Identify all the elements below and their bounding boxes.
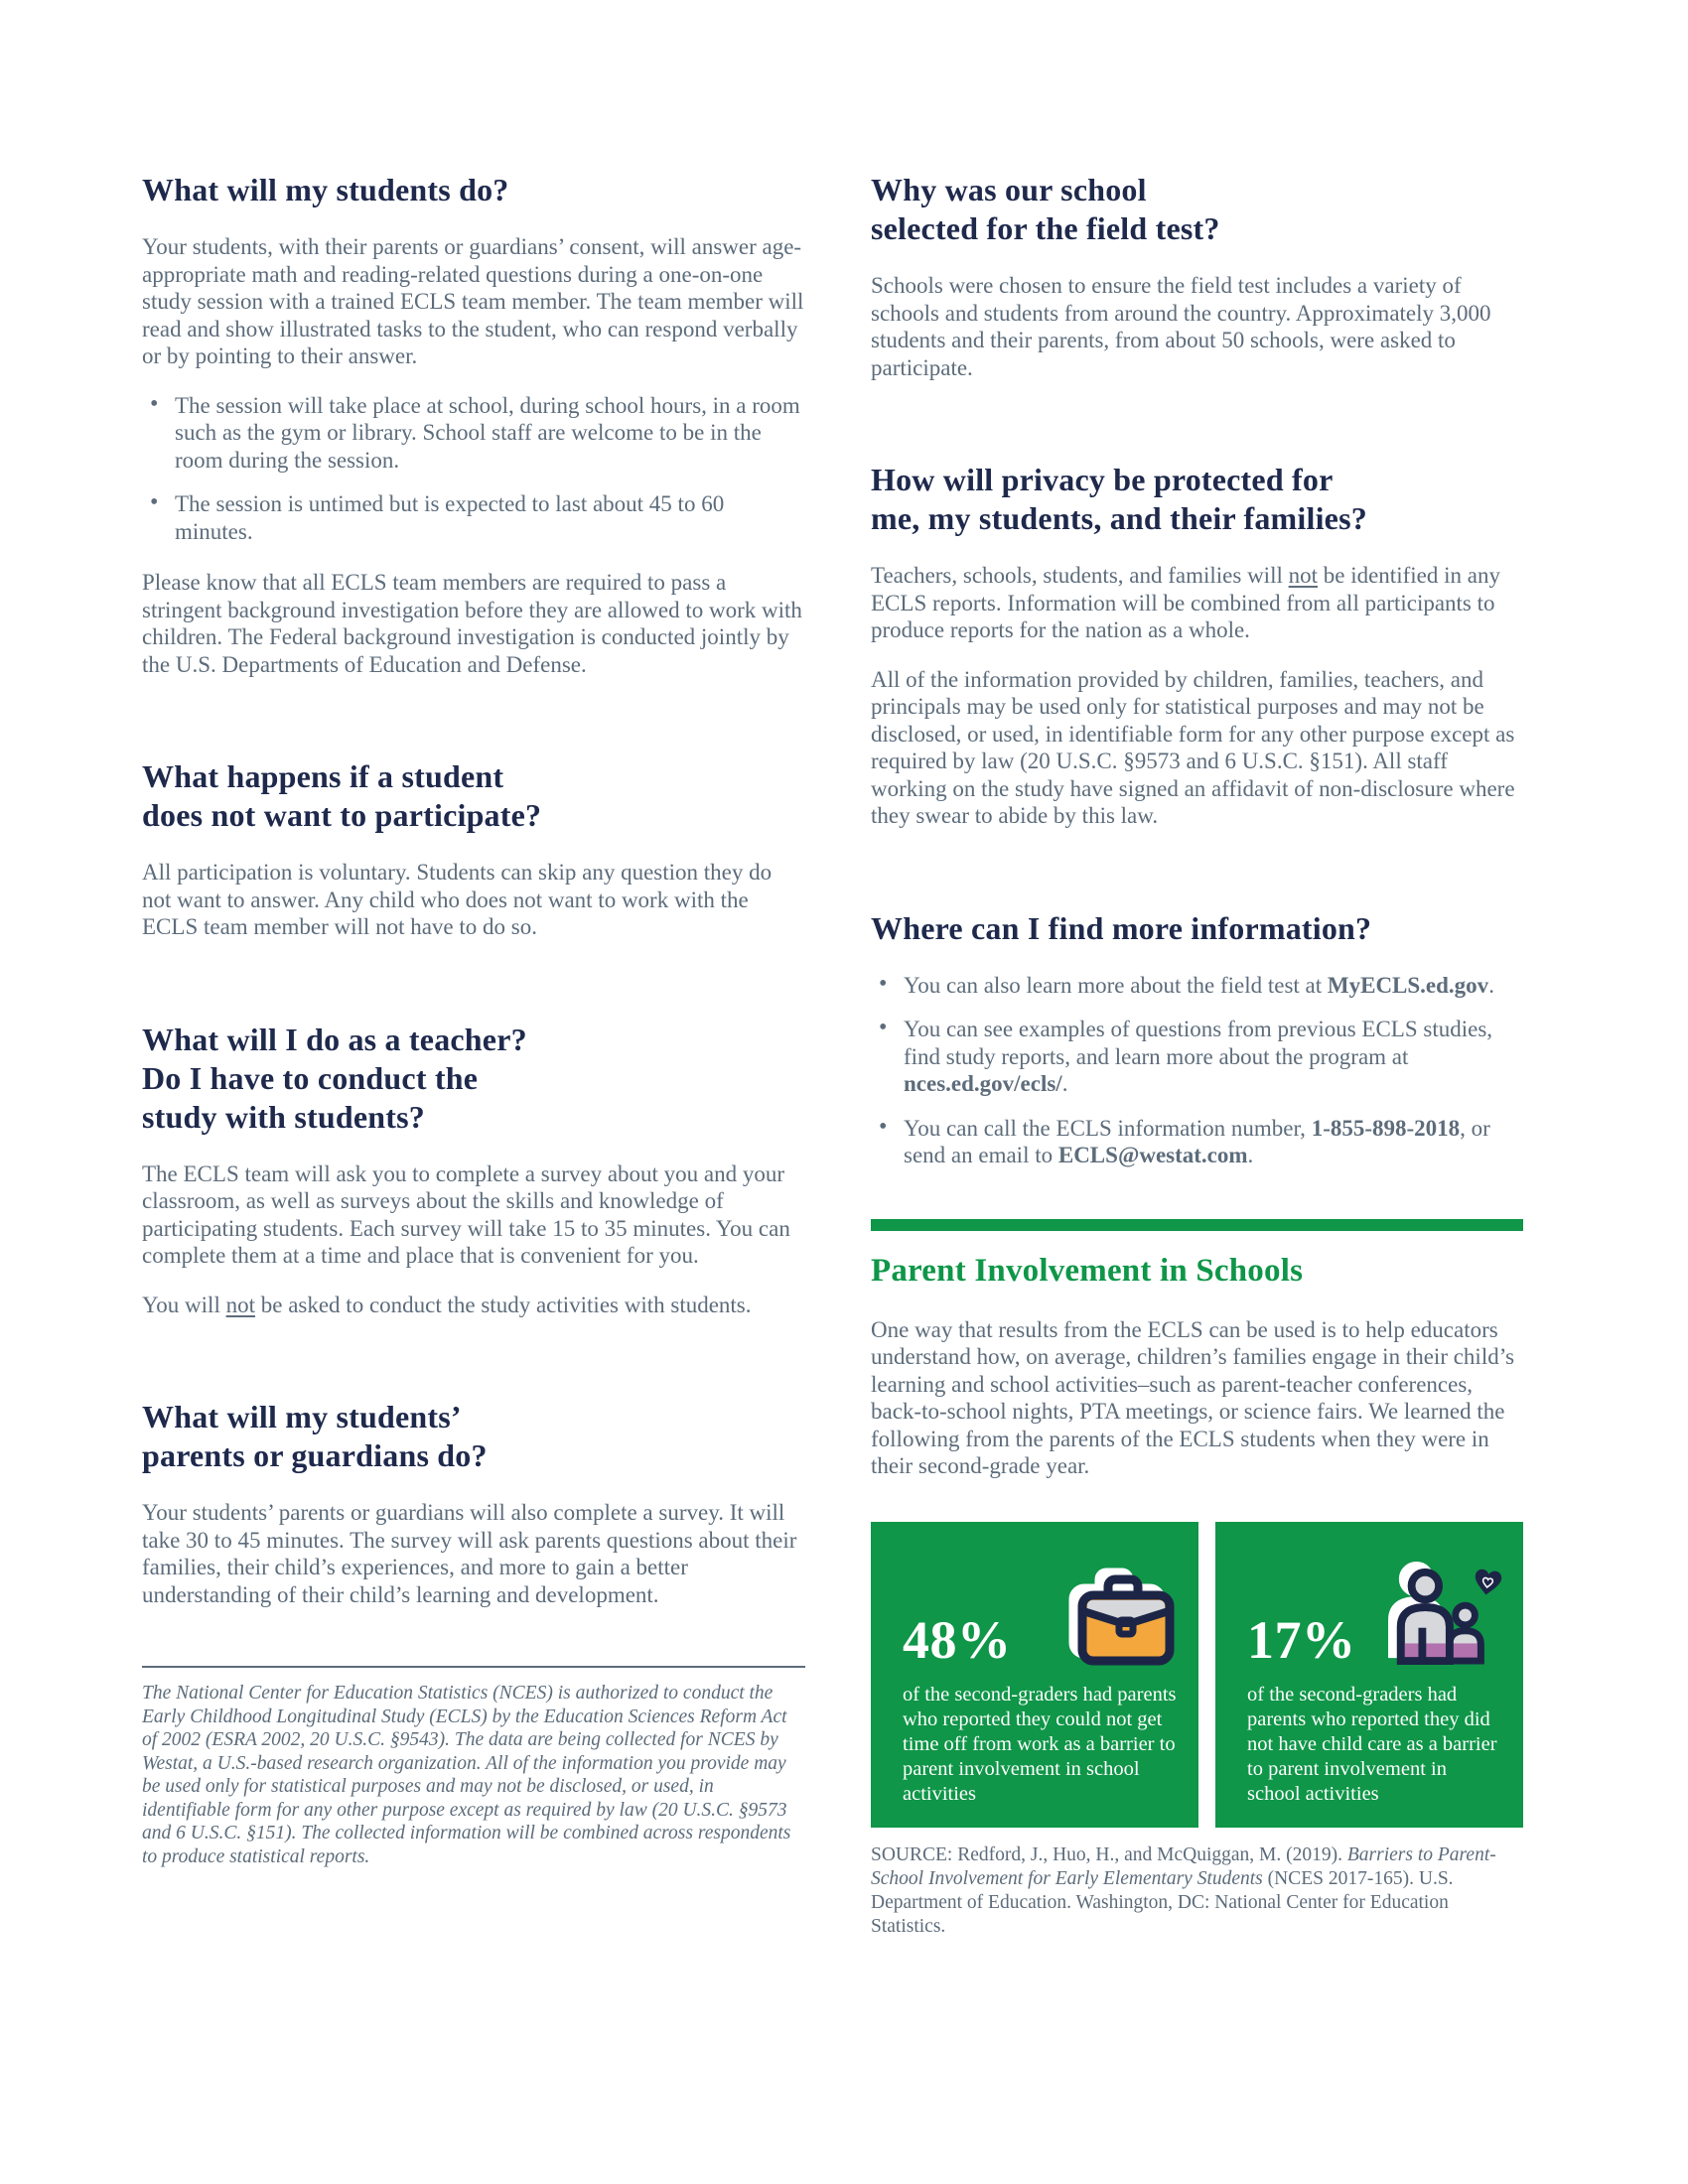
- footnote-divider: [142, 1666, 805, 1668]
- heading-line: Do I have to conduct the: [142, 1059, 479, 1096]
- list-item: • The session will take place at school, during school hours, in a room such as the gym or library. School staff are welcome to be in the room during the session.: [142, 392, 805, 475]
- text-segment: You will: [142, 1292, 226, 1317]
- stat-value: 48%: [903, 1610, 1012, 1671]
- stat-header: [1247, 1556, 1503, 1671]
- text-segment: , or send an email to: [904, 1115, 1490, 1167]
- heart-icon: [1473, 1568, 1502, 1595]
- stats-row: [871, 1522, 1523, 1828]
- source-citation: [871, 1843, 1523, 1939]
- text-segment: .: [1061, 1071, 1068, 1096]
- text-segment: You can see examples of questions from previous ECLS studies, find study reports, and learn more about the program at: [904, 1017, 1493, 1069]
- briefcase-icon: [1061, 1562, 1179, 1667]
- heading-line: What will I do as a teacher?: [142, 1021, 527, 1057]
- list-item: [871, 972, 1523, 1000]
- heading-line: Why was our school: [871, 172, 1147, 207]
- text-segment: .: [1247, 1143, 1254, 1167]
- legal-footnote: The National Center for Education Statistics (NCES) is authorized to conduct the Early Childhood Longitudinal Study (ECLS) by the Education Sciences Reform Act of 2002 (ESRA 2002, 20 U.S.C. §9543). The data are being collected for NCES by Westat, a U.S.-based research organization. All of the information you provide may be used only for statistical purposes and may not be disclosed, or used, in identifiable form for any other purpose except as required by law (20 U.S.C. §9573 and 6 U.S.C. §151). The collected information will be combined across respondents to produce statistical reports.: [142, 1683, 791, 1867]
- ecls-phone-number: 1-855-898-2018: [1311, 1115, 1461, 1141]
- paragraph: [871, 562, 1523, 644]
- section-heading-teacher-role: [142, 1021, 805, 1137]
- paragraph: All participation is voluntary. Students can skip any question they do not want to answer. Any child who does not want to work with the ECLS team member will not have to do so.: [142, 860, 773, 939]
- text-segment: You can call the ECLS information number,: [904, 1115, 1312, 1141]
- paragraph: Your students’ parents or guardians will also complete a survey. It will take 30 to 45 minutes. The survey will ask parents questions about their families, their child’s experiences, and more to gain a better understanding of their child’s learning and development.: [142, 1500, 797, 1607]
- nces-ecls-link[interactable]: nces.ed.gov/ecls/: [904, 1071, 1062, 1096]
- text-segment: be identified in any ECLS reports. Information will be combined from all participants to produce reports for the nation as a whole.: [871, 563, 1500, 642]
- heading-line: What happens if a student: [142, 758, 504, 794]
- heading-line: parents or guardians do?: [142, 1437, 488, 1473]
- report-title: Barriers to Parent-School Involvement for Early Elementary Students: [871, 1843, 1496, 1889]
- paragraph: [142, 1292, 805, 1319]
- text-segment: You can also learn more about the field test at: [904, 972, 1328, 998]
- paragraph: Schools were chosen to ensure the field test includes a variety of schools and students from around the country. Approximately 3,000 students and their parents, from about 50 schools, were asked to participate.: [871, 273, 1491, 380]
- stat-header: [903, 1556, 1179, 1671]
- bullet-list: [142, 392, 805, 546]
- section-heading-not-participate: [142, 757, 805, 835]
- paragraph: Your students, with their parents or guardians’ consent, will answer age-appropriate math and reading-related questions during a one-on-one study session with a trained ECLS team member. The team member will read and show illustrated tasks to the student, who can respond verbally or by pointing to their answer.: [142, 234, 804, 368]
- text-segment: (NCES 2017-165). U.S. Department of Education. Washington, DC: National Center for Education Statistics.: [871, 1867, 1454, 1937]
- parent-involvement-heading: Parent Involvement in Schools: [871, 1252, 1304, 1289]
- left-column: [142, 171, 805, 1868]
- text-segment: SOURCE: Redford, J., Huo, H., and McQuiggan, M. (2019).: [871, 1843, 1347, 1865]
- heading-line: How will privacy be protected for: [871, 462, 1334, 497]
- westat-email-link[interactable]: ECLS@westat.com: [1057, 1143, 1248, 1167]
- section-heading-why-selected: [871, 171, 1523, 248]
- list-item: [871, 1115, 1523, 1169]
- right-column: [871, 171, 1523, 1939]
- list-item: [871, 1016, 1523, 1098]
- text-segment: be asked to conduct the study activities with students.: [254, 1292, 752, 1317]
- text-segment: Teachers, schools, students, and families will: [871, 563, 1289, 588]
- underlined-text: not: [225, 1292, 255, 1317]
- paragraph: All of the information provided by children, families, teachers, and principals may be used only for statistical purposes and may not be disclosed, or used, in identifiable form for any other purpose except as required by law (20 U.S.C. §9573 and 6 U.S.C. §151). All staff working on the study have signed an affidavit of non-disclosure where they swear to abide by this law.: [871, 666, 1515, 828]
- section-heading-privacy: [871, 461, 1523, 538]
- stat-card-work-barrier: [871, 1522, 1198, 1828]
- heading-line: selected for the field test?: [871, 210, 1220, 246]
- stat-value: 17%: [1247, 1610, 1356, 1671]
- section-heading-more-info: Where can I find more information?: [871, 909, 1372, 946]
- section-divider-bar: [871, 1219, 1523, 1231]
- paragraph: One way that results from the ECLS can be used is to help educators understand how, on average, children’s families engage in their child’s learning and school activities–such as parent-teacher conferences, back-to-school nights, PTA meetings, or science fairs. We learned the following from the parents of the ECLS students when they were in their second-grade year.: [871, 1316, 1515, 1478]
- stat-card-childcare-barrier: [1215, 1522, 1523, 1828]
- text-segment: .: [1488, 972, 1494, 998]
- section-heading-students-do: What will my students do?: [142, 172, 509, 207]
- bullet-list: [871, 972, 1523, 1169]
- heading-line: does not want to participate?: [142, 797, 542, 833]
- list-item: • The session is untimed but is expected to last about 45 to 60 minutes.: [142, 490, 805, 545]
- heading-line: study with students?: [142, 1098, 425, 1135]
- myecls-link[interactable]: MyECLS.ed.gov: [1327, 972, 1489, 998]
- heading-line: me, my students, and their families?: [871, 500, 1367, 536]
- heading-line: What will my students’: [142, 1399, 462, 1434]
- parent-child-icon: [1384, 1560, 1503, 1667]
- stat-description: of the second-graders had parents who reported they did not have child care as a barrier to parent involvement in school activities: [1247, 1683, 1497, 1805]
- stat-description: of the second-graders had parents who reported they could not get time off from work as a barrier to parent involvement in school activities: [903, 1683, 1177, 1805]
- paragraph: The ECLS team will ask you to complete a survey about you and your classroom, as well as surveys about the skills and knowledge of participating students. Each survey will take 15 to 35 minutes. You can complete them at a time and place that is convenient for you.: [142, 1160, 790, 1268]
- paragraph: Please know that all ECLS team members are required to pass a stringent background investigation before they are allowed to work with children. The Federal background investigation is conducted jointly by the U.S. Departments of Education and Defense.: [142, 570, 802, 677]
- section-heading-parents-do: [142, 1398, 805, 1475]
- underlined-text: not: [1288, 563, 1318, 588]
